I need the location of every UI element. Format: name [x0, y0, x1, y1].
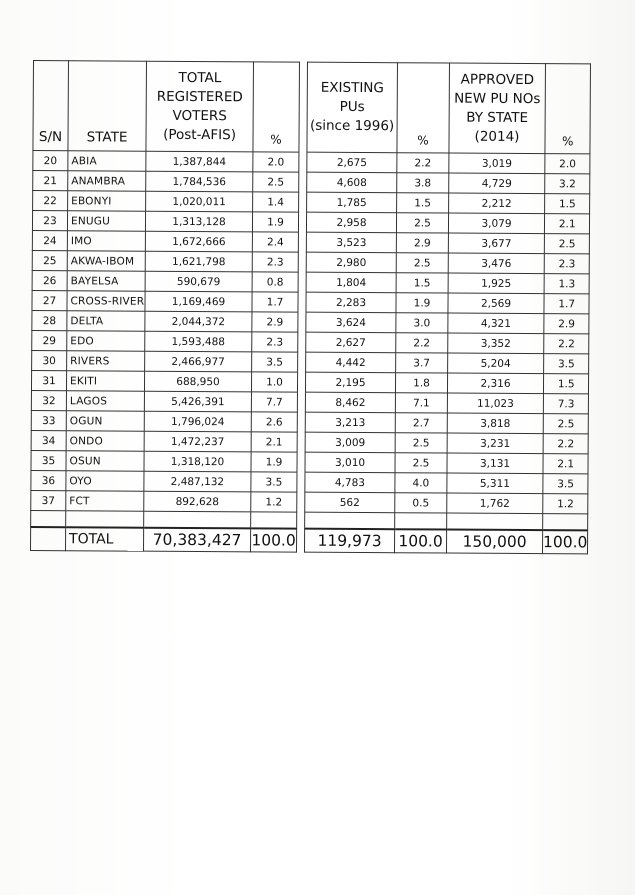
pus-percent-cell: 3.8 — [397, 173, 449, 193]
blank-cell — [447, 513, 543, 530]
blank-cell — [251, 512, 297, 529]
existing-pus-cell: 2,980 — [306, 252, 396, 273]
total-sn-cell — [31, 527, 66, 551]
new-pus-percent-cell: 1.2 — [543, 494, 588, 514]
voters-cell: 5,426,391 — [144, 391, 251, 412]
column-gap — [297, 452, 305, 472]
new-pus-cell: 5,204 — [448, 353, 544, 374]
column-gap — [298, 232, 306, 252]
column-gap — [298, 252, 306, 272]
state-cell: BAYELSA — [67, 271, 145, 291]
blank-cell — [543, 514, 588, 531]
pus-percent-cell: 3.7 — [396, 353, 448, 373]
new-pus-percent-cell: 7.3 — [543, 394, 588, 414]
column-gap — [297, 432, 305, 452]
new-pus-cell: 2,316 — [447, 373, 543, 394]
new-pus-percent-cell: 2.1 — [543, 454, 588, 474]
sn-cell: 35 — [31, 450, 66, 470]
voters-percent-cell: 0.8 — [252, 272, 298, 292]
pus-percent-cell: 2.5 — [396, 253, 448, 273]
blank-cell — [395, 513, 447, 530]
pus-percent-cell: 2.9 — [396, 233, 448, 253]
header-new-pus-percent: % — [545, 64, 591, 154]
column-gap — [299, 192, 307, 212]
state-cell: EDO — [67, 331, 145, 351]
new-pus-percent-cell: 2.0 — [545, 154, 590, 174]
column-gap — [298, 272, 306, 292]
voters-cell: 1,169,469 — [145, 291, 252, 312]
new-pus-percent-cell: 1.5 — [545, 194, 590, 214]
sn-cell: 30 — [32, 350, 67, 370]
header-existing-pus: EXISTING PUs (since 1996) — [307, 62, 398, 153]
voters-cell: 1,387,844 — [146, 151, 253, 172]
pus-percent-cell: 7.1 — [395, 393, 447, 413]
new-pus-cell: 3,476 — [448, 253, 544, 274]
state-cell: EKITI — [66, 371, 144, 391]
new-pus-percent-cell: 1.7 — [544, 294, 589, 314]
pus-percent-cell: 1.5 — [396, 273, 448, 293]
voters-cell: 1,020,011 — [146, 191, 253, 212]
new-pus-percent-cell: 2.9 — [544, 314, 589, 334]
state-cell: LAGOS — [66, 391, 144, 411]
voters-cell: 1,621,798 — [145, 251, 252, 272]
state-cell: ENUGU — [67, 211, 145, 231]
total-label: TOTAL — [66, 527, 144, 551]
voters-cell: 1,472,237 — [144, 431, 251, 452]
pus-percent-cell: 0.5 — [395, 493, 447, 513]
blank-cell — [305, 512, 395, 529]
sn-cell: 34 — [31, 430, 66, 450]
existing-pus-cell: 2,195 — [305, 372, 395, 393]
voters-percent-cell: 3.5 — [251, 472, 297, 492]
new-pus-cell: 2,569 — [448, 293, 544, 314]
voters-percent-cell: 2.4 — [252, 232, 298, 252]
sn-cell: 21 — [33, 171, 68, 191]
pus-percent-cell: 2.2 — [397, 153, 449, 173]
sn-cell: 32 — [31, 390, 66, 410]
blank-cell — [31, 510, 66, 527]
new-pus-cell: 3,818 — [447, 413, 543, 434]
sn-cell: 28 — [32, 310, 67, 330]
pus-percent-cell: 3.0 — [396, 313, 448, 333]
state-cell: EBONYI — [68, 191, 146, 211]
existing-pus-cell: 562 — [305, 492, 395, 513]
blank-cell — [66, 511, 144, 528]
sn-cell: 26 — [32, 270, 67, 290]
total-pus-percent: 100.0 — [394, 529, 446, 553]
voters-percent-cell: 3.5 — [252, 352, 298, 372]
existing-pus-cell: 1,785 — [307, 192, 397, 213]
column-gap — [298, 332, 306, 352]
voters-percent-cell: 1.9 — [251, 452, 297, 472]
new-pus-percent-cell: 2.2 — [543, 434, 588, 454]
existing-pus-cell: 2,675 — [307, 152, 397, 173]
voters-percent-cell: 1.2 — [251, 492, 297, 512]
pus-percent-cell: 4.0 — [395, 473, 447, 493]
column-gap — [298, 212, 306, 232]
state-cell: ANAMBRA — [68, 171, 146, 191]
header-registered-voters: TOTAL REGISTERED VOTERS (Post-AFIS) — [146, 61, 254, 152]
voters-percent-cell: 7.7 — [251, 392, 297, 412]
voters-cell: 1,796,024 — [144, 411, 251, 432]
voters-cell: 1,313,128 — [145, 211, 252, 232]
table-header-row — [33, 61, 591, 154]
new-pus-percent-cell: 1.3 — [544, 274, 589, 294]
column-gap — [297, 492, 305, 512]
sn-cell: 36 — [31, 470, 66, 490]
total-new-pus: 150,000 — [446, 530, 542, 554]
voters-percent-cell: 1.7 — [252, 292, 298, 312]
sn-cell: 20 — [33, 151, 68, 171]
state-cell: OSUN — [66, 451, 144, 471]
sn-cell: 29 — [32, 330, 67, 350]
voters-percent-cell: 1.4 — [253, 192, 299, 212]
sn-cell: 33 — [31, 410, 66, 430]
pus-percent-cell: 2.5 — [395, 433, 447, 453]
total-existing-pus: 119,973 — [304, 529, 394, 553]
existing-pus-cell: 8,462 — [305, 392, 395, 413]
voters-percent-cell: 2.3 — [252, 252, 298, 272]
voters-cell: 892,628 — [144, 491, 251, 512]
column-gap — [297, 412, 305, 432]
new-pus-cell: 4,729 — [449, 173, 545, 194]
new-pus-cell: 3,231 — [447, 433, 543, 454]
blank-cell — [144, 511, 251, 528]
new-pus-cell: 5,311 — [447, 473, 543, 494]
existing-pus-cell: 3,010 — [305, 452, 395, 473]
new-pus-percent-cell: 1.5 — [543, 374, 588, 394]
header-sn: S/N — [33, 61, 69, 151]
pus-percent-cell: 2.2 — [396, 333, 448, 353]
polling-units-table — [30, 60, 591, 554]
new-pus-cell: 2,212 — [449, 193, 545, 214]
existing-pus-cell: 2,627 — [306, 332, 396, 353]
new-pus-percent-cell: 3.5 — [544, 354, 589, 374]
pus-percent-cell: 1.5 — [397, 193, 449, 213]
new-pus-percent-cell: 2.5 — [544, 234, 589, 254]
new-pus-cell: 3,677 — [448, 233, 544, 254]
new-pus-percent-cell: 2.1 — [544, 214, 589, 234]
voters-cell: 1,318,120 — [144, 451, 251, 472]
total-new-pus-percent: 100.0 — [542, 530, 588, 554]
state-cell: DELTA — [67, 311, 145, 331]
voters-cell: 2,466,977 — [145, 351, 252, 372]
new-pus-percent-cell: 3.2 — [545, 174, 590, 194]
column-gap — [297, 372, 305, 392]
sn-cell: 31 — [31, 370, 66, 390]
voters-percent-cell: 1.0 — [251, 372, 297, 392]
existing-pus-cell: 2,283 — [306, 292, 396, 313]
state-cell: CROSS-RIVER — [67, 291, 145, 311]
voters-cell: 1,672,666 — [145, 231, 252, 252]
new-pus-cell: 11,023 — [447, 393, 543, 414]
column-gap — [297, 392, 305, 412]
voters-percent-cell: 2.0 — [253, 152, 299, 172]
sn-cell: 25 — [32, 250, 67, 270]
new-pus-percent-cell: 2.5 — [543, 414, 588, 434]
sn-cell: 37 — [31, 490, 66, 510]
column-gap — [296, 529, 304, 553]
pus-percent-cell: 2.7 — [395, 413, 447, 433]
header-state: STATE — [68, 61, 147, 151]
new-pus-cell: 3,131 — [447, 453, 543, 474]
state-cell: OYO — [66, 471, 144, 491]
voters-cell: 2,487,132 — [144, 471, 251, 492]
state-cell: AKWA-IBOM — [67, 251, 145, 271]
state-cell: FCT — [66, 491, 144, 511]
existing-pus-cell: 4,783 — [305, 472, 395, 493]
state-cell: IMO — [67, 231, 145, 251]
new-pus-cell: 3,352 — [448, 333, 544, 354]
voters-percent-cell: 2.6 — [251, 412, 297, 432]
new-pus-cell: 3,079 — [448, 213, 544, 234]
new-pus-cell: 1,925 — [448, 273, 544, 294]
existing-pus-cell: 4,442 — [306, 352, 396, 373]
pus-percent-cell: 1.8 — [395, 373, 447, 393]
column-gap — [298, 312, 306, 332]
existing-pus-cell: 4,608 — [307, 172, 397, 193]
voters-cell: 590,679 — [145, 271, 252, 292]
pus-percent-cell: 2.5 — [396, 213, 448, 233]
new-pus-percent-cell: 3.5 — [543, 474, 588, 494]
existing-pus-cell: 1,804 — [306, 272, 396, 293]
new-pus-percent-cell: 2.3 — [544, 254, 589, 274]
voters-cell: 1,593,488 — [145, 331, 252, 352]
column-gap — [297, 472, 305, 492]
column-gap — [298, 352, 306, 372]
voters-percent-cell: 1.9 — [252, 212, 298, 232]
sn-cell: 22 — [33, 191, 68, 211]
column-gap — [299, 172, 307, 192]
new-pus-percent-cell: 2.2 — [544, 334, 589, 354]
voters-cell: 688,950 — [144, 371, 251, 392]
pus-percent-cell: 2.5 — [395, 453, 447, 473]
voters-percent-cell: 2.3 — [252, 332, 298, 352]
total-row — [31, 527, 589, 554]
new-pus-cell: 4,321 — [448, 313, 544, 334]
new-pus-cell: 3,019 — [449, 153, 545, 174]
sn-cell: 23 — [32, 211, 67, 231]
sn-cell: 24 — [32, 230, 67, 250]
existing-pus-cell: 2,958 — [306, 212, 396, 233]
voters-cell: 2,044,372 — [145, 311, 252, 332]
state-cell: RIVERS — [67, 351, 145, 371]
header-approved-new-pus: APPROVED NEW PU NOs BY STATE (2014) — [449, 63, 546, 154]
voters-cell: 1,784,536 — [146, 171, 253, 192]
header-voters-percent: % — [253, 62, 300, 152]
existing-pus-cell: 3,624 — [306, 312, 396, 333]
voters-percent-cell: 2.5 — [253, 172, 299, 192]
existing-pus-cell: 3,213 — [305, 412, 395, 433]
state-cell: OGUN — [66, 411, 144, 431]
total-voters-percent: 100.0 — [250, 528, 296, 552]
total-voters: 70,383,427 — [144, 528, 251, 552]
pus-percent-cell: 1.9 — [396, 293, 448, 313]
state-cell: ONDO — [66, 431, 144, 451]
column-gap — [298, 292, 306, 312]
column-gap — [297, 512, 305, 529]
voters-percent-cell: 2.1 — [251, 432, 297, 452]
header-pus-percent: % — [397, 63, 450, 153]
voters-percent-cell: 2.9 — [252, 312, 298, 332]
column-gap — [299, 152, 307, 172]
state-cell: ABIA — [68, 151, 146, 171]
existing-pus-cell: 3,523 — [306, 232, 396, 253]
new-pus-cell: 1,762 — [447, 493, 543, 514]
existing-pus-cell: 3,009 — [305, 432, 395, 453]
sn-cell: 27 — [32, 290, 67, 310]
